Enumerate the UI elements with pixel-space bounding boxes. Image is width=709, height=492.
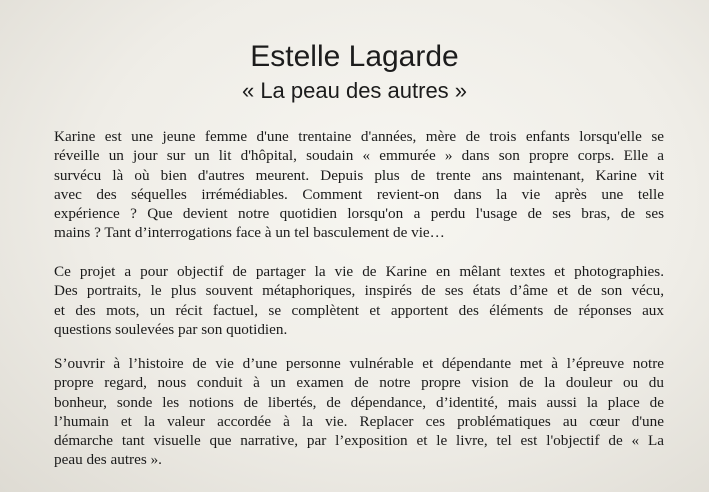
text-line: mains ? Tant d’interrogations face à un tel basculement de vie… <box>54 224 445 242</box>
text-line: survécu là où bien d'autres meurent. Depuis plus de trente ans maintenant, Karine vit <box>54 166 664 184</box>
text-line: l’humain et la valeur accordée à la vie. Replacer ces problématiques au cœur d'une <box>54 412 664 430</box>
text-line: réveille un jour sur un lit d'hôpital, soudain « emmurée » dans son propre corps. Elle a <box>54 147 664 165</box>
text-line: expérience ? Que devient notre quotidien lorsqu'on a perdu l'usage de ses bras, de ses <box>54 205 664 223</box>
paragraph-project <box>54 262 664 339</box>
text-line: bonheur, sonde les notions de libertés, de dépendance, d’identité, mais aussi la place de <box>54 393 664 411</box>
paragraph-conclusion <box>54 354 664 470</box>
text-line: questions soulevées par son quotidien. <box>54 320 288 338</box>
text-line: Karine est une jeune femme d'une trentaine d'années, mère de trois enfants lorsqu'elle se <box>54 128 664 145</box>
text-line: avec des séquelles irrémédiables. Comment revient-on dans la vie après une telle <box>54 185 664 203</box>
page-title: Estelle Lagarde <box>250 40 459 73</box>
text-line: propre regard, nous conduit à un examen de notre propre vision de la douleur ou du <box>54 374 664 392</box>
text-line: Ce projet a pour objectif de partager la vie de Karine en mêlant textes et photographies. <box>54 263 664 280</box>
page-subtitle: « La peau des autres » <box>241 78 468 103</box>
text-line: Des portraits, le plus souvent métaphoriques, inspirés de ses états d’âme et de son vécu, <box>54 282 664 300</box>
text-line: démarche tant visuelle que narrative, par l’exposition et le livre, tel est l'objectif de « La <box>54 432 664 450</box>
paragraph-intro <box>54 127 664 243</box>
text-line: et des mots, un récit factuel, se complètent et apportent des éléments de réponses aux <box>54 301 664 319</box>
text-line: peau des autres ». <box>54 451 162 469</box>
text-line: S’ouvrir à l’histoire de vie d’une personne vulnérable et dépendante met à l’épreuve notre <box>54 355 664 372</box>
